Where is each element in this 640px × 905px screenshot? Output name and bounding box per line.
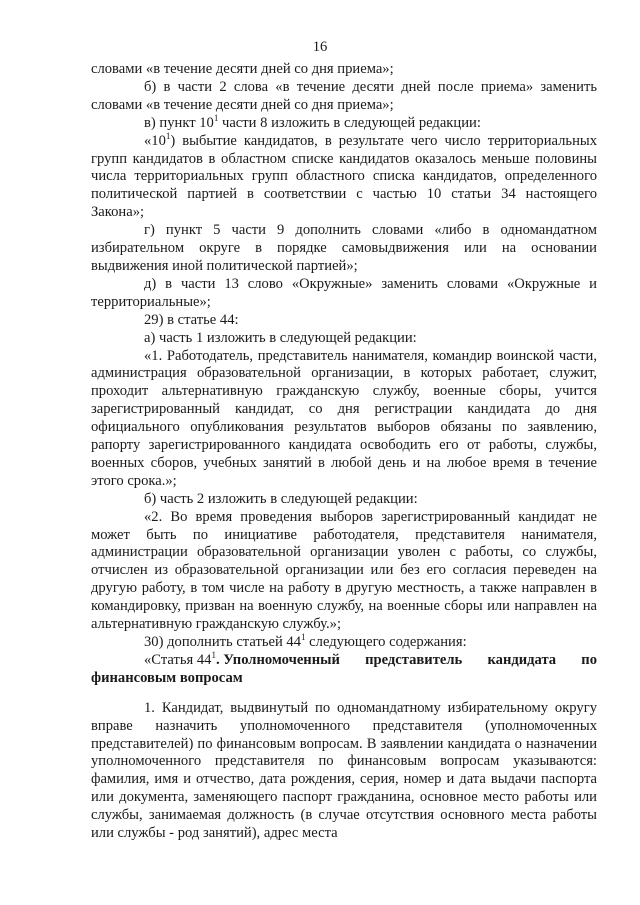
paragraph: д) в части 13 слово «Окружные» заменить словами «Окружные и территориальные»; [91,275,597,310]
paragraph-text: в) пункт 10 [144,114,214,131]
article-title-text: представитель [365,651,463,668]
article-title-text: финансовым вопросам [91,669,243,686]
paragraph: словами «в течение десяти дней со дня приема»; [91,61,394,77]
paragraph [91,634,597,652]
paragraph-text: следующего содержания: [305,634,467,650]
paragraph: а) часть 1 изложить в следующей редакции: [144,329,417,346]
article-title-line [91,670,597,688]
page-number: 16 [312,39,328,55]
paragraph: г) пункт 5 части 9 дополнить словами «либо в одномандатном избирательном округе в порядке самовыдвижения или на основании выдвижения иной политической партией»; [91,222,597,274]
article-title-text: по [581,651,597,668]
article-title-line [91,649,597,670]
paragraph: 1. Кандидат, выдвинутый по одномандатному избирательному округу вправе назначить уполномоченного представителя (уполномоченных представителей) по финансовым вопросам. В заявлении кандидата о назначении уполномоченного представителя по финансовым вопросам указываются: фамилия, имя и отчество, дата рождения, серия, номер и дата выдачи паспорта или документа, заменяющего паспорт гражданина, основное место работы или службы, занимаемая должность (в случае отсутствия основного места работы или службы - род занятий), адрес места [91,699,597,842]
article-title-text: «Статья 44 [144,651,212,668]
article-title-text: . Уполномоченный [215,651,340,668]
article-title-part [144,649,340,670]
paragraph-text: части 8 изложить в следующей редакции: [218,114,481,131]
quoted-paragraph: «2. Во время проведения выборов зарегистрированный кандидат не может быть по инициативе работодателя, представителя нанимателя, администрации образовательной организации уволен с работы, со службы, отчислен из образовательной организации или без его согласия переведен на другую работу, в том числе на работу в другую местность, а также направлен в командировку, призван на военную службу, на военные сборы или направлен на альтернативную гражданскую службу.»; [91,508,597,633]
paragraph: 29) в статье 44: [144,311,239,328]
paragraph-text: 30) дополнить статьей 44 [144,634,302,650]
superscript: 1 [213,112,219,123]
paragraph: б) в части 2 слова «в течение десяти дней после приема» заменить словами «в течение десяти дней со дня приема»; [91,78,597,113]
article-title-text: кандидата [487,651,557,668]
superscript: 1 [165,130,171,141]
paragraph-text: «10 [144,132,166,149]
paragraph [91,130,597,223]
paragraph-text: ) выбытие кандидатов, в результате чего число территориальных групп кандидатов в областном списке кандидатов оказалось меньше половины числа территориальных групп областного списка кандидатов, определенного политической партией в соответствии с частью 10 статьи 34 настоящего Закона»; [91,132,597,221]
article-title [91,649,597,688]
quoted-paragraph: «1. Работодатель, представитель нанимателя, командир воинской части, администрация образовательной организации, в которых работает, служит, проходит альтернативную гражданскую службу, военные сборы, учится зарегистрированный кандидат, со дня регистрации кандидата до дня официального опубликования результатов выборов обязаны по заявлению, рапорту зарегистрированного кандидата освободить его от работы, службы, военных сборов, учебных занятий в любой день и на любое время в течение этого срока.»; [91,347,597,489]
paragraph: б) часть 2 изложить в следующей редакции: [144,490,418,507]
superscript: 1 [301,632,306,642]
superscript: 1 [211,649,216,660]
document-body [91,61,597,843]
